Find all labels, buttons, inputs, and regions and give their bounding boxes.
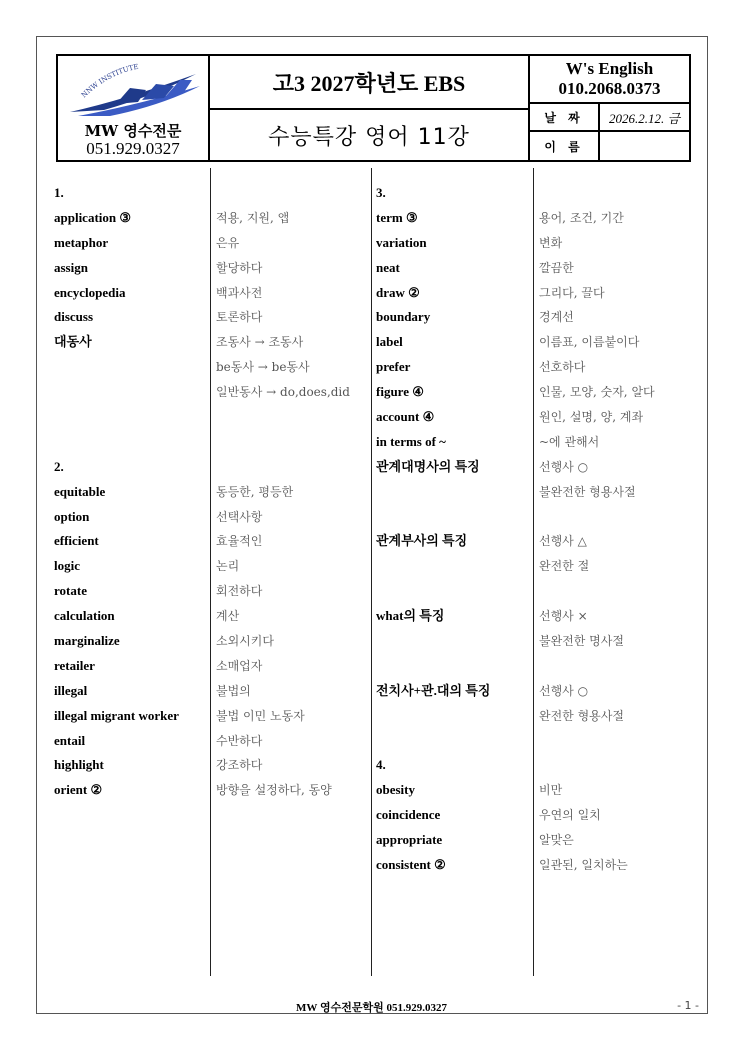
vocab-word (376, 579, 490, 604)
vocab-word (376, 480, 490, 505)
vocab-meaning: 소매업자 (216, 658, 263, 673)
vocab-meaning: 효율적인 (216, 534, 263, 549)
vocab-meaning: 변화 (539, 235, 563, 250)
vocab-word: figure ④ (376, 384, 424, 400)
name-field[interactable] (600, 132, 689, 160)
vocab-word: obesity (376, 782, 415, 798)
vocab-word: boundary (376, 309, 431, 325)
name-row (530, 132, 689, 160)
vocab-word: equitable (54, 483, 106, 499)
right-meanings-column (539, 181, 655, 878)
vocab-meaning: 우연의 일치 (539, 808, 601, 823)
vocab-word: 관계대명사의 특징 (376, 458, 480, 474)
vocab-meaning: 일관된, 일치하는 (539, 858, 628, 873)
vocab-meaning: 완전한 절 (539, 559, 590, 574)
vocab-word (376, 654, 490, 679)
vocab-word: calculation (54, 608, 115, 624)
vocab-word: application ③ (54, 209, 132, 225)
page-number: - 1 - (677, 999, 699, 1012)
vocab-meaning: 선행사 ○ (539, 459, 589, 474)
vocab-word: 1. (54, 185, 64, 200)
vocab-word: option (54, 508, 90, 524)
vocab-meaning: 용어, 조건, 기간 (539, 210, 624, 225)
name-label: 이 름 (530, 132, 600, 160)
vocab-word: 관계부사의 특징 (376, 533, 468, 549)
vocab-word: label (376, 334, 403, 350)
vocab-meaning (216, 405, 350, 430)
vocab-meaning: 불완전한 명사절 (539, 634, 624, 649)
vocab-word: account ④ (376, 409, 435, 425)
date-label: 날 짜 (530, 104, 600, 130)
worksheet-subtitle: 수능특강 영어 11강 (268, 124, 470, 150)
vocab-word: neat (376, 259, 400, 275)
vocab-meaning: 회전하다 (216, 584, 263, 599)
title-cell (210, 56, 530, 160)
left-meanings-column (216, 181, 350, 803)
vocab-meaning (216, 430, 350, 455)
vocab-meaning: 수반하다 (216, 733, 263, 748)
date-value: 2026.2.12. 금 (608, 110, 681, 126)
vocab-word (54, 405, 179, 430)
vocab-meaning: 선행사 ○ (539, 683, 589, 698)
vocab-word: highlight (54, 757, 104, 773)
footer-text: MW 영수전문학원 051.929.0327 (296, 1002, 447, 1014)
vocab-word: 3. (376, 185, 386, 200)
vocab-meaning (539, 753, 655, 778)
column-divider (210, 168, 211, 976)
vocab-meaning: 조동사 → 조동사 (216, 335, 304, 350)
vocab-meaning: 알맞은 (539, 833, 574, 848)
vocab-meaning: 이름표, 이름붙이다 (539, 335, 640, 350)
vocab-word (54, 430, 179, 455)
brand-phone: 010.2068.0373 (558, 79, 661, 98)
vocab-meaning: 인물, 모양, 숫자, 알다 (539, 385, 655, 400)
vocab-word: encyclopedia (54, 284, 126, 300)
vocab-meaning (216, 181, 350, 206)
vocab-word: efficient (54, 533, 99, 549)
vocab-word: coincidence (376, 807, 441, 823)
vocab-meaning: 적용, 지원, 앱 (216, 210, 290, 225)
vocab-word: illegal migrant worker (54, 707, 179, 723)
vocab-meaning: 완전한 형용사절 (539, 708, 624, 723)
vocab-meaning: 강조하다 (216, 758, 263, 773)
date-row (530, 104, 689, 132)
vocab-word (376, 729, 490, 754)
vocab-meaning: 방향을 설정하다, 동양 (216, 783, 332, 798)
vocab-word: assign (54, 259, 88, 275)
left-words-column (54, 181, 179, 803)
academy-phone: 051.929.0327 (86, 139, 180, 158)
vocab-meaning: 백과사전 (216, 285, 263, 300)
vocab-word: retailer (54, 657, 95, 673)
vocab-word: entail (54, 732, 86, 748)
vocab-meaning: 원인, 설명, 양, 계좌 (539, 410, 644, 425)
vocab-word (376, 505, 490, 530)
logo-cell (58, 56, 210, 160)
vocab-meaning: 불법의 (216, 683, 251, 698)
vocab-meaning: 토론하다 (216, 310, 263, 325)
vocab-word: prefer (376, 359, 411, 375)
vocab-word: 2. (54, 458, 64, 474)
vocab-word: draw ② (376, 284, 420, 300)
vocab-word: 4. (376, 757, 386, 773)
vocab-word: discuss (54, 309, 94, 325)
vocab-meaning: 경계선 (539, 310, 574, 325)
vocab-meaning (539, 181, 655, 206)
vocab-meaning: be동사 → be동사 (216, 360, 310, 375)
right-words-column (376, 181, 490, 878)
vocab-word: in terms of ~ (376, 433, 446, 449)
brand-block (530, 56, 689, 104)
vocab-meaning: 일반동사 → do,does,did (216, 385, 350, 400)
worksheet-header (56, 54, 691, 162)
vocab-word: consistent ② (376, 857, 446, 873)
vocab-meaning: 선행사 △ (539, 534, 587, 549)
vocab-word (54, 355, 179, 380)
vocab-word: 대동사 (54, 334, 92, 350)
vocab-word: what의 특징 (376, 608, 445, 624)
vocab-meaning: 할당하다 (216, 260, 263, 275)
vocab-meaning: 불법 이민 노동자 (216, 708, 305, 723)
vocab-word: variation (376, 234, 427, 250)
logo-arc-text: NNW INSTITUTE (79, 62, 140, 100)
vocab-word: appropriate (376, 832, 443, 848)
vocab-word (376, 704, 490, 729)
column-divider (371, 168, 372, 976)
vocab-word: logic (54, 558, 80, 574)
vocab-meaning: 불완전한 형용사절 (539, 484, 636, 499)
vocab-meaning: 깔끔한 (539, 260, 574, 275)
vocab-meaning (216, 455, 350, 480)
academy-name: MW 영수전문 (84, 122, 182, 140)
vocab-meaning: 그리다, 끌다 (539, 285, 605, 300)
worksheet-title: 고3 2027학년도 EBS (210, 56, 528, 110)
vocab-meaning: 논리 (216, 559, 240, 574)
vocab-meaning (539, 654, 655, 679)
vocab-meaning (539, 729, 655, 754)
brand-name: W's English (565, 59, 654, 78)
vocab-word: marginalize (54, 633, 120, 649)
vocab-meaning (539, 579, 655, 604)
vocab-meaning: 은유 (216, 235, 240, 250)
vocab-word: rotate (54, 583, 87, 599)
vocab-meaning: ~에 관해서 (539, 434, 600, 449)
vocab-meaning: 소외시키다 (216, 634, 274, 649)
vocab-meaning: 계산 (216, 609, 240, 624)
vocab-word (376, 554, 490, 579)
vocab-word: orient ② (54, 782, 103, 798)
vocab-meaning: 선행사 × (539, 609, 588, 624)
column-divider (533, 168, 534, 976)
vocab-meaning: 비만 (539, 783, 563, 798)
vocab-word: metaphor (54, 234, 109, 250)
vocab-word (376, 629, 490, 654)
vocab-word: 전치사+관.대의 특징 (376, 682, 491, 698)
vocab-word: term ③ (376, 209, 418, 225)
vocab-word (54, 380, 179, 405)
vocab-word: illegal (54, 682, 88, 698)
info-cell (530, 56, 689, 160)
vocab-meaning: 동등한, 평등한 (216, 484, 294, 499)
vocab-meaning (539, 505, 655, 530)
academy-logo (64, 60, 204, 120)
vocab-meaning: 선택사항 (216, 509, 263, 524)
vocab-meaning: 선호하다 (539, 360, 586, 375)
